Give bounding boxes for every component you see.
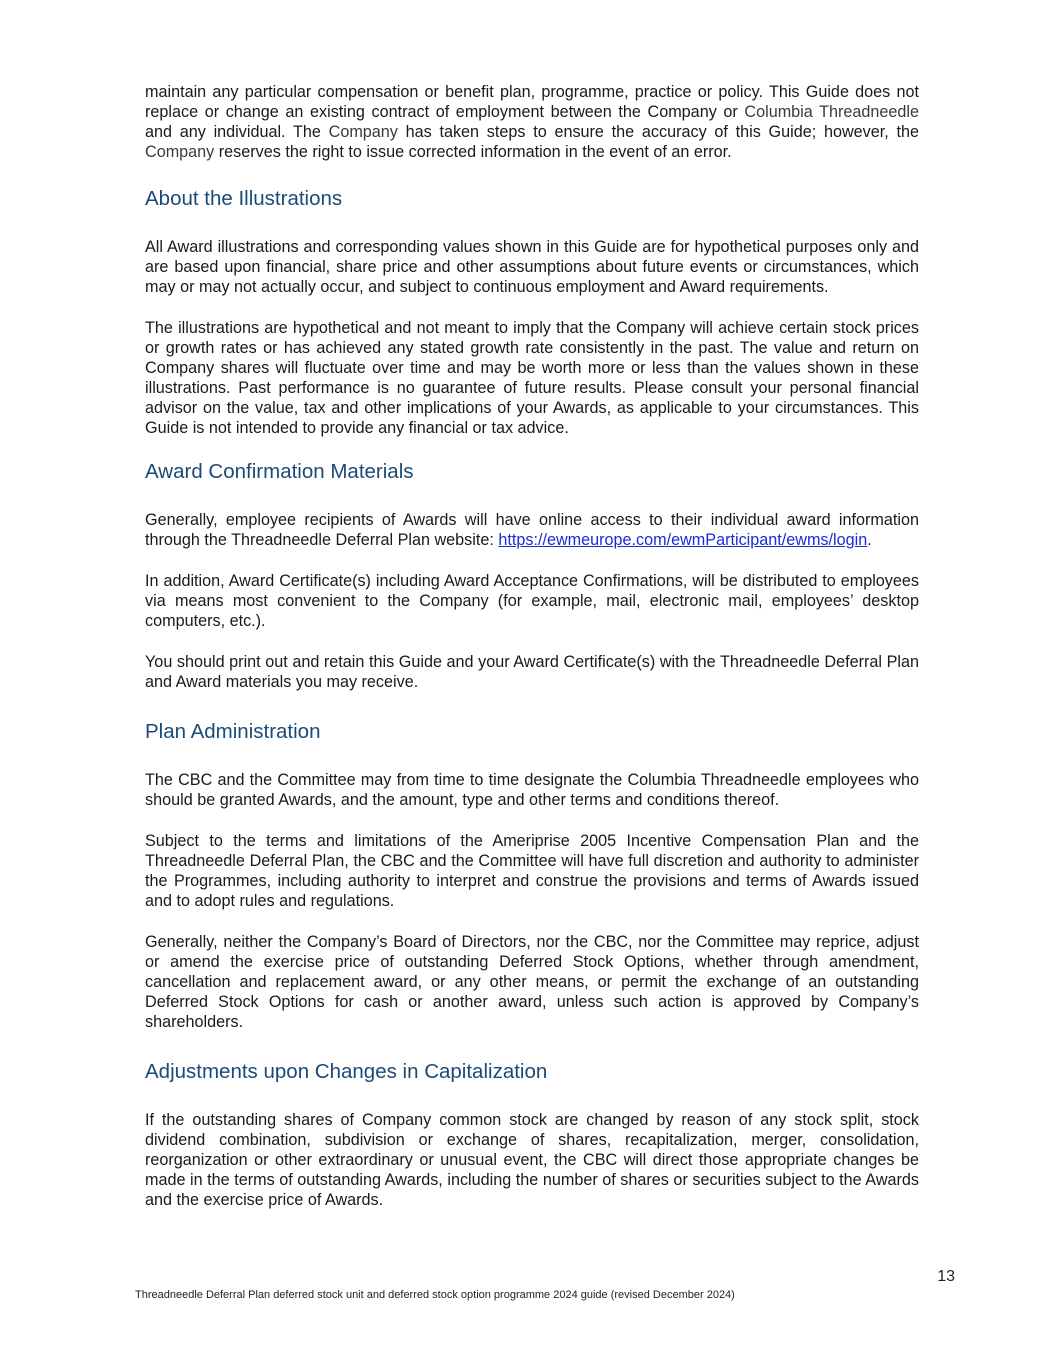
paragraph	[145, 510, 919, 550]
paragraph-text: Generally, employee recipients of Awards will have online access to their individual award information through the Threadneedle Deferral Plan website:	[145, 511, 919, 549]
intro-text: reserves the right to issue corrected information in the event of an error.	[214, 143, 732, 161]
intro-text: Company	[145, 143, 215, 161]
section-heading-administration: Plan Administration	[145, 720, 321, 743]
paragraph: Generally, neither the Company’s Board of Directors, nor the CBC, nor the Committee may reprice, adjust or amend the exercise price of outstanding Deferred Stock Options, whether through amendment, cancellation and replacement award, or any other means, or permit the exchange of an outstanding Deferred Stock Options for cash or another award, unless such action is approved by Company’s shareholders.	[145, 933, 919, 1031]
intro-text: and any individual. The	[145, 123, 329, 141]
paragraph: The illustrations are hypothetical and not meant to imply that the Company will achieve certain stock prices or growth rates or has achieved any stated growth rate consistently in the past. The value and return on Company shares will fluctuate over time and may be worth more or less than the values shown in these illustrations. Past performance is no guarantee of future results. Please consult your personal financial advisor on the value, tax and other implications of your Awards, as applicable to your circumstances. This Guide is not intended to provide any financial or tax advice.	[145, 319, 919, 437]
section-heading-confirmation: Award Confirmation Materials	[145, 460, 414, 483]
paragraph-text: .	[867, 531, 872, 549]
intro-text: has taken steps to ensure the accuracy of this Guide; however, the	[397, 123, 919, 141]
section-heading-adjustments: Adjustments upon Changes in Capitalization	[145, 1060, 548, 1083]
intro-text: maintain any particular compensation or benefit plan, programme, practice or policy. This Guide does not replace or change an existing contract of employment between the Company or	[145, 83, 919, 121]
intro-text: Columbia Threadneedle	[744, 103, 919, 121]
paragraph: The CBC and the Committee may from time to time designate the Columbia Threadneedle employees who should be granted Awards, and the amount, type and other terms and conditions thereof.	[145, 771, 919, 809]
page-number: 13	[937, 1268, 955, 1285]
plan-website-link[interactable]: https://ewmeurope.com/ewmParticipant/ewms/login	[498, 531, 868, 549]
paragraph: Subject to the terms and limitations of the Ameriprise 2005 Incentive Compensation Plan and the Threadneedle Deferral Plan, the CBC and the Committee will have full discretion and authority to administer the Programmes, including authority to interpret and construe the provisions and terms of Awards issued and to adopt rules and regulations.	[145, 832, 919, 910]
paragraph: All Award illustrations and corresponding values shown in this Guide are for hypothetical purposes only and are based upon financial, share price and other assumptions about future events or circumstances, which may or may not actually occur, and subject to continuous employment and Award requirements.	[145, 238, 919, 296]
intro-paragraph	[145, 82, 919, 162]
paragraph: If the outstanding shares of Company common stock are changed by reason of any stock split, stock dividend combination, subdivision or exchange of shares, recapitalization, merger, consolidation, reorganization or other extraordinary or unusual event, the CBC will direct those appropriate changes be made in the terms of outstanding Awards, including the number of shares or securities subject to the Awards and the exercise price of Awards.	[145, 1111, 919, 1209]
paragraph: In addition, Award Certificate(s) including Award Acceptance Confirmations, will be distributed to employees via means most convenient to the Company (for example, mail, electronic mail, employees’ desktop computers, etc.).	[145, 572, 919, 630]
paragraph: You should print out and retain this Guide and your Award Certificate(s) with the Threadneedle Deferral Plan and Award materials you may receive.	[145, 653, 919, 691]
page-footer: Threadneedle Deferral Plan deferred stock unit and deferred stock option programme 2024 guide (revised December 2024)	[135, 1289, 735, 1301]
document-body	[145, 82, 919, 1210]
intro-text: Company	[328, 123, 398, 141]
section-heading-illustrations: About the Illustrations	[145, 187, 343, 210]
